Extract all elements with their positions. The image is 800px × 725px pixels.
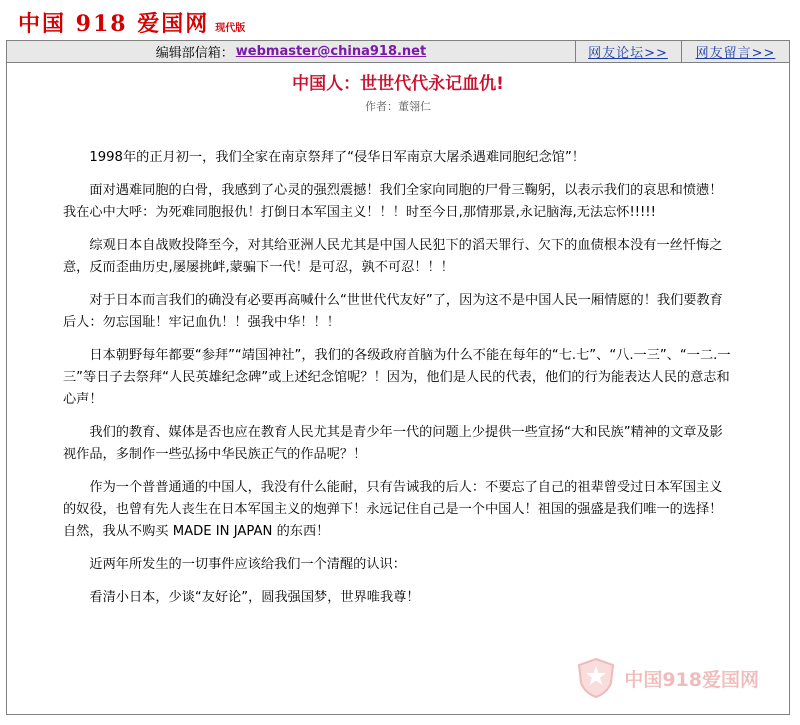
email-cell (7, 41, 576, 62)
watermark (574, 656, 759, 700)
content-frame (6, 40, 790, 715)
watermark-text: 中国918爱国网 (624, 668, 759, 691)
nav-cell-forum (575, 41, 682, 62)
top-bar (7, 41, 789, 63)
nav-cell-message (682, 41, 789, 62)
paragraph: 日本朝野每年都要“参拜”“靖国神社”，我们的各级政府首脑为什么不能在每年的“七.七”、“八.一三”、“一二.一三”等日子去祭拜“人民英雄纪念碑”或上述纪念馆呢？！因为，他们是人民的代表，他们的行为能表达人民的意志和心声！ (63, 348, 731, 407)
logo-sub-text: 现代版 (215, 23, 246, 34)
paragraph: 近两年所发生的一切事件应该给我们一个清醒的认识： (89, 557, 406, 572)
paragraph: 我们的教育、媒体是否也应在教育人民尤其是青少年一代的问题上少提供一些宣扬“大和民族”精神的文章及影视作品，多制作一些弘扬中华民族正气的作品呢？！ (63, 425, 723, 462)
site-logo (18, 4, 245, 38)
paragraph: 1998年的正月初一，我们全家在南京祭拜了“侵华日军南京大屠杀遇难同胞纪念馆”！ (89, 150, 585, 165)
paragraph: 面对遇难同胞的白骨，我感到了心灵的强烈震撼！我们全家向同胞的尸骨三鞠躬，以表示我们的哀思和愤懑！我在心中大呼：为死难同胞报仇！打倒日本军国主义！！！时至今日,那情那景,永记脑海,无法忘怀!!!!! (63, 183, 723, 220)
article-author: 作者：董翎仁 (365, 100, 431, 113)
paragraph: 对于日本而言我们的确没有必要再高喊什么“世世代代友好”了，因为这不是中国人民一厢情愿的！我们要教育后人：勿忘国耻！牢记血仇！！强我中华！！！ (63, 293, 723, 330)
logo-main-text: 中国 918 爱国网 (18, 11, 210, 37)
paragraph: 看清小日本，少谈“友好论”，圆我强国梦，世界唯我尊！ (89, 590, 420, 605)
email-label: 编辑部信箱： (155, 46, 234, 61)
forum-link[interactable]: 网友论坛>> (588, 46, 668, 61)
email-link[interactable]: webmaster@china918.net (235, 44, 427, 59)
message-link[interactable]: 网友留言>> (695, 46, 776, 61)
article-body (63, 147, 731, 620)
article-title: 中国人：世世代代永记血仇! (292, 74, 504, 94)
paragraph: 综观日本自战败投降至今，对其给亚洲人民尤其是中国人民犯下的滔天罪行、欠下的血债根本没有一丝忏悔之意，反而歪曲历史,屡屡挑衅,蒙骗下一代！是可忍，孰不可忍！！！ (63, 238, 723, 275)
paragraph: 作为一个普普通通的中国人，我没有什么能耐，只有告诫我的后人：不要忘了自己的祖辈曾受过日本军国主义的奴役，也曾有先人丧生在日本军国主义的炮弹下！永远记住自己是一个中国人！祖国的强盛是我们唯一的选择！自然，我从不购买 MADE IN JAPAN 的东西！ (63, 480, 723, 539)
shield-icon (574, 656, 618, 700)
